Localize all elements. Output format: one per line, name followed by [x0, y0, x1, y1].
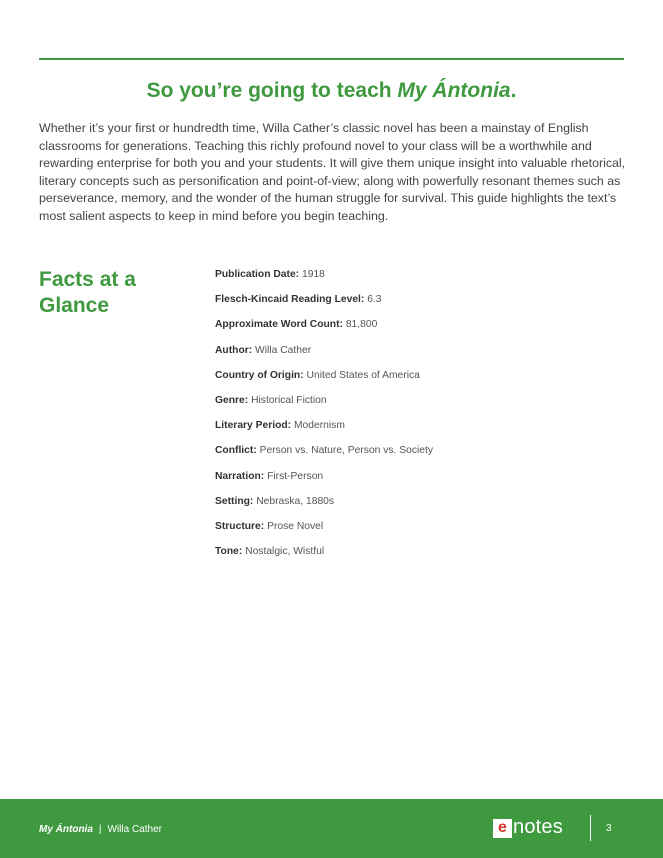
fact-item: Structure: Prose Novel [215, 520, 324, 532]
enotes-logo-text: notes [513, 816, 563, 838]
fact-item: Genre: Historical Fiction [215, 394, 327, 406]
title-book: My Ántonia [397, 79, 511, 102]
footer-author: Willa Cather [107, 824, 162, 835]
footer-divider [590, 815, 591, 841]
fact-item: Literary Period: Modernism [215, 420, 345, 432]
fact-item: Setting: Nebraska, 1880s [215, 495, 335, 507]
enotes-logo-e: e [493, 819, 512, 838]
intro-paragraph: Whether it’s your first or hundredth time, Willa Cather’s classic novel has been a mainstay of English classrooms for generations. Teaching this richly profound novel to your class will be a worthwhile and rewarding enterprise for both you and your students. It will give them unique insight into valuable rhetorical, literary concepts such as personification and point-of-view; along with powerfully resonant themes such as perseverance, memory, and the wonder of the human struggle for survival. This guide highlights the text’s most salient aspects to keep in mind before you begin teaching. [39, 121, 626, 223]
fact-item: Country of Origin: United States of America [215, 369, 420, 381]
fact-item: Approximate Word Count: 81,800 [215, 319, 378, 331]
footer-bar [0, 799, 663, 858]
fact-item: Flesch-Kincaid Reading Level: 6.3 [215, 294, 382, 306]
facts-list [215, 268, 433, 570]
footer-book-title: My Ántonia [39, 824, 93, 835]
facts-heading: Facts at a Glance [39, 268, 136, 317]
fact-item: Narration: First-Person [215, 470, 324, 482]
footer-separator: | [98, 824, 102, 835]
page-number: 3 [606, 823, 612, 834]
fact-item: Conflict: Person vs. Nature, Person vs. Society [215, 445, 434, 457]
footer-book-info [39, 824, 162, 835]
fact-item: Publication Date: 1918 [215, 269, 325, 280]
page-title: So you’re going to teach My Ántonia. [146, 79, 517, 102]
fact-item: Tone: Nostalgic, Wistful [215, 546, 325, 558]
top-rule [39, 58, 624, 60]
fact-item: Author: Willa Cather [215, 344, 312, 356]
